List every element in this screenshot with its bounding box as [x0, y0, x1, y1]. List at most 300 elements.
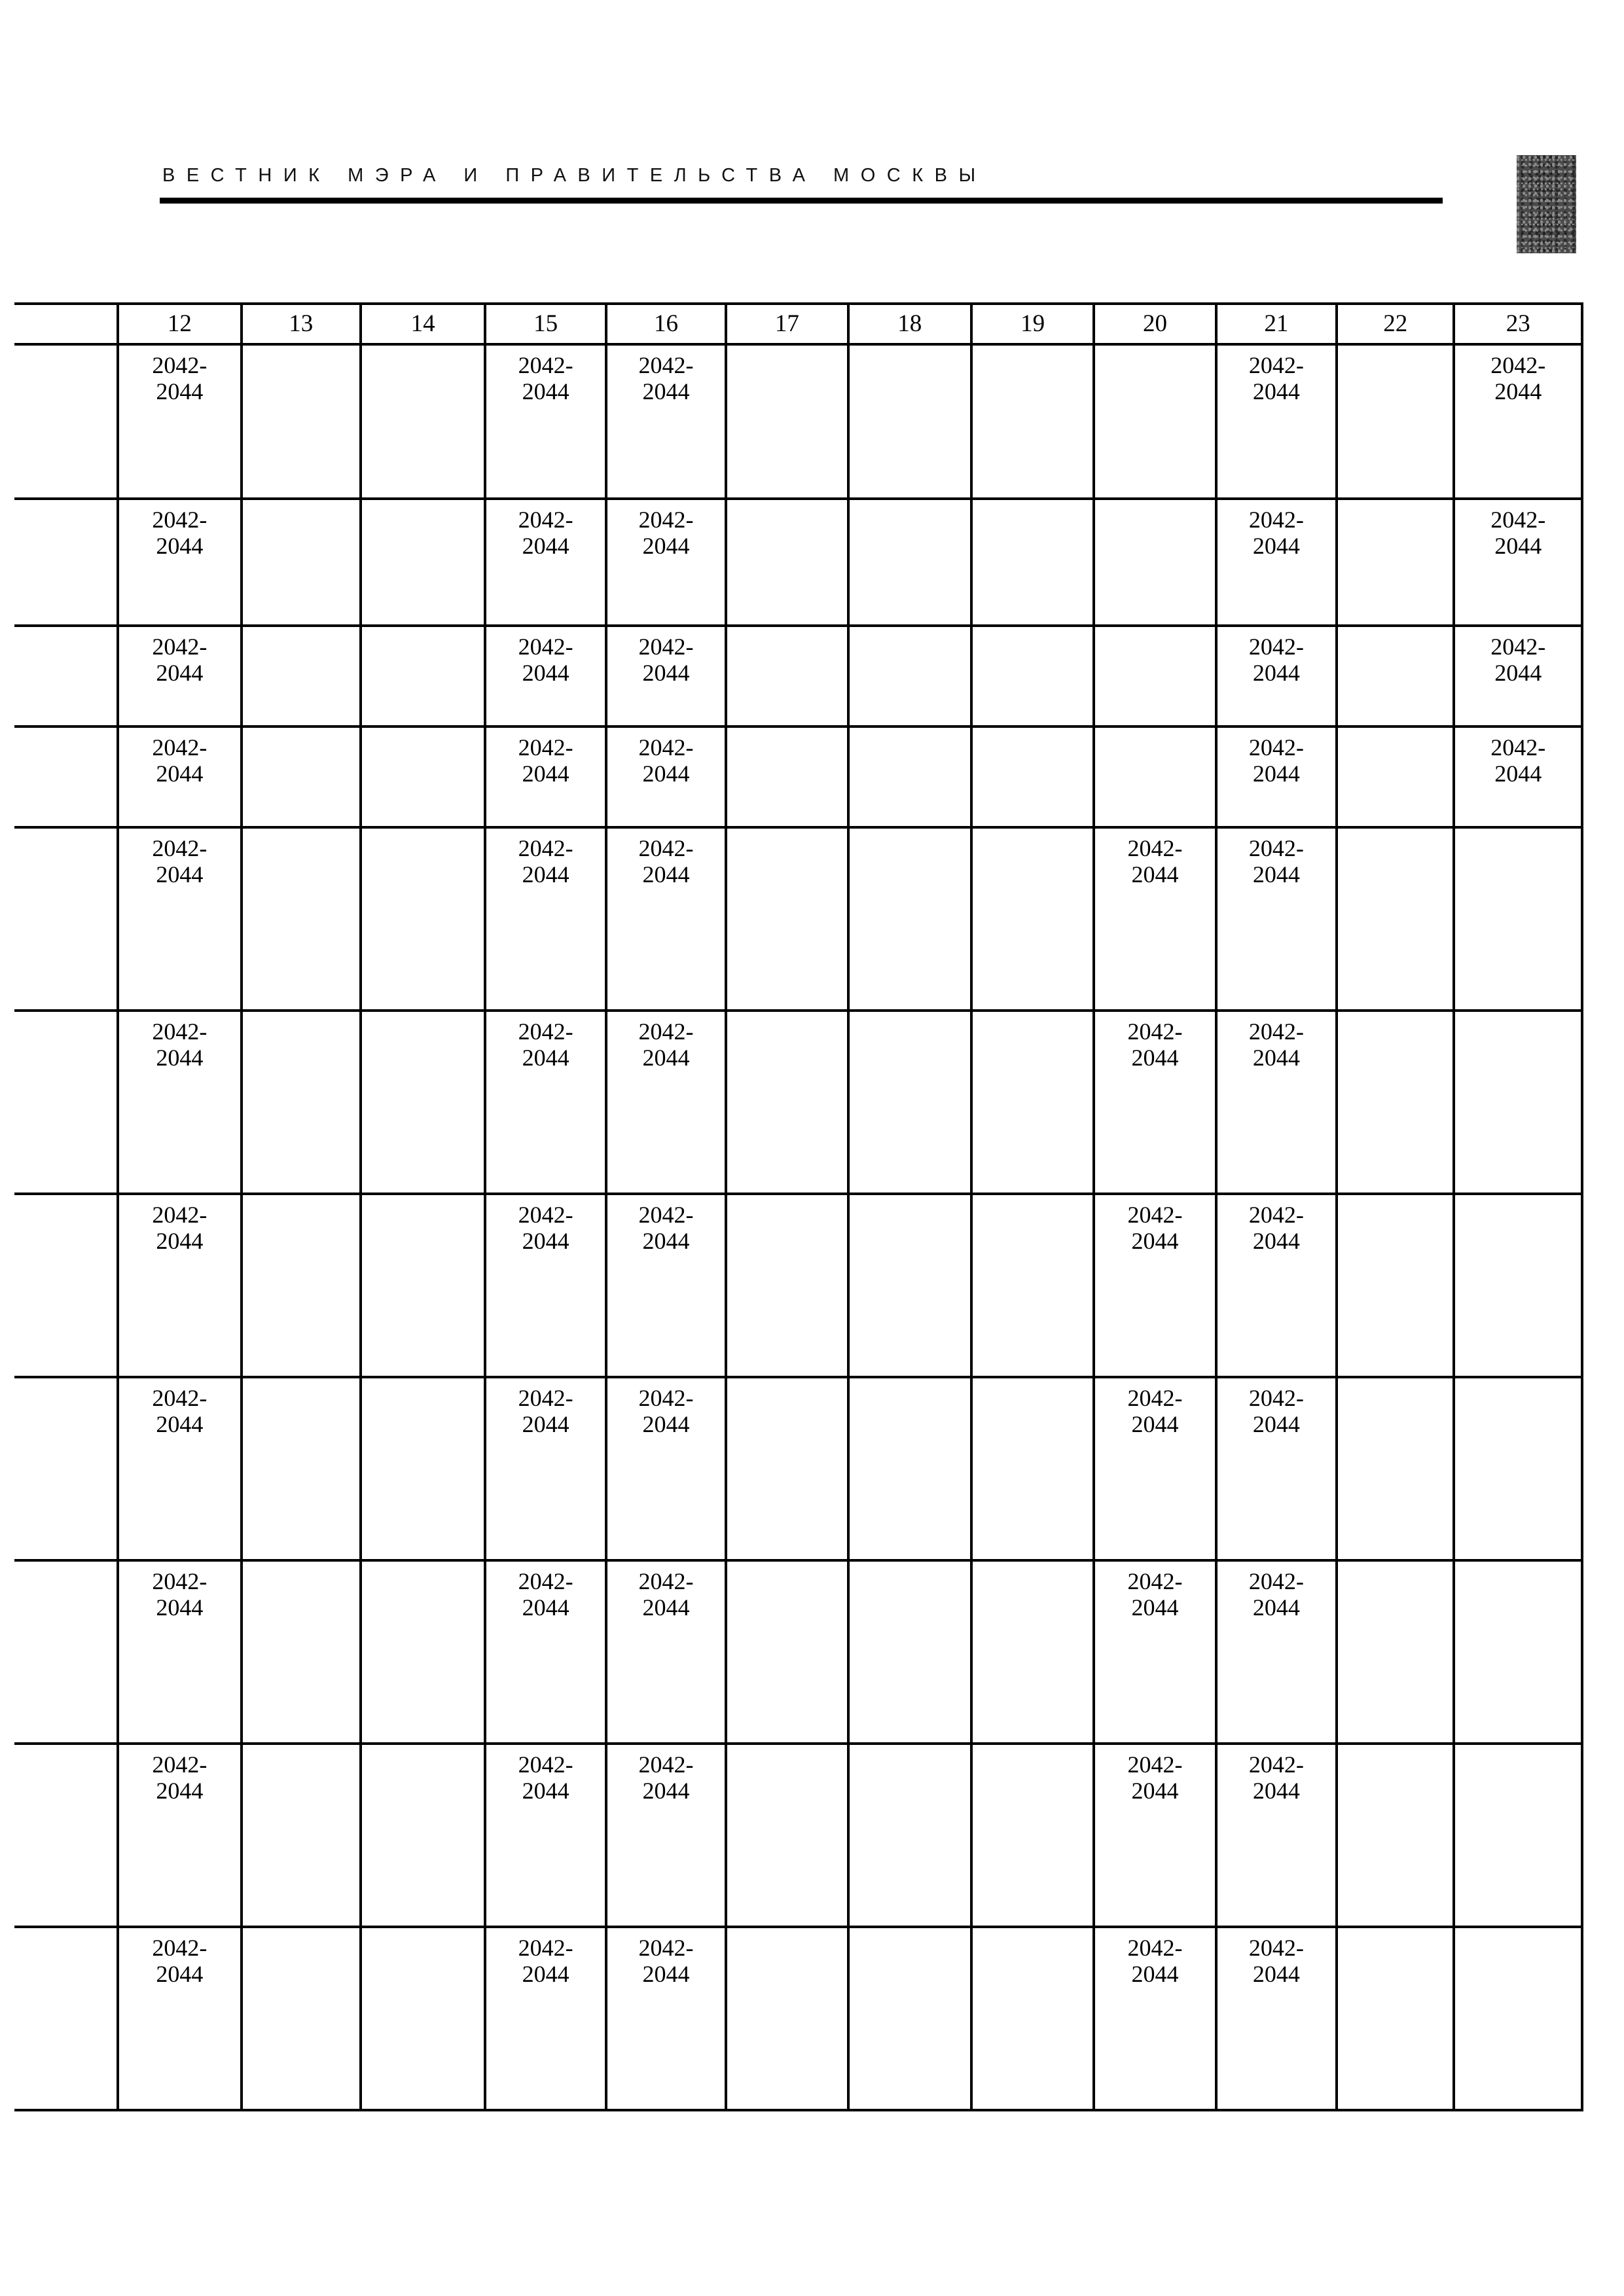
table-row: [14, 499, 1582, 626]
cell-value: 2042- 2044: [1127, 1568, 1183, 1621]
table-cell: [726, 827, 848, 1011]
cell-value: [14, 346, 117, 352]
cell-value: [727, 1378, 846, 1385]
table-cell: [1094, 1560, 1216, 1744]
table-cell: [848, 726, 971, 827]
data-table: [14, 302, 1583, 2111]
cell-value: 2042- 2044: [518, 1385, 573, 1437]
table-cell: [361, 1194, 485, 1377]
cell-value: [1455, 1378, 1581, 1385]
table-cell: [1216, 626, 1337, 726]
cell-value: [1338, 1928, 1453, 1935]
cell-value: [727, 829, 846, 835]
cell-value: [850, 346, 970, 352]
cell-value: 2042- 2044: [152, 507, 208, 559]
table-cell: [606, 1560, 726, 1744]
cell-value: [14, 1562, 117, 1568]
cell-value: [14, 1195, 117, 1202]
table-cell: [726, 1011, 848, 1194]
table-cell: [485, 1194, 605, 1377]
cell-value: [1338, 346, 1453, 352]
table-cell: [848, 499, 971, 626]
table-cell: [118, 1744, 241, 1927]
table-cell: [14, 1011, 118, 1194]
table-row: [14, 726, 1582, 827]
cell-value: 2042- 2044: [1490, 352, 1546, 404]
cell-value: [243, 829, 359, 835]
table-cell: [118, 1194, 241, 1377]
table-cell: [1337, 827, 1454, 1011]
cell-value: [1455, 1562, 1581, 1568]
cell-value: 2042- 2044: [1248, 352, 1304, 404]
cell-value: 2042- 2044: [152, 1018, 208, 1071]
cell-value: [362, 346, 484, 352]
table-cell: [361, 499, 485, 626]
table-cell: [726, 726, 848, 827]
cell-value: 2042- 2044: [638, 734, 694, 787]
table-cell: [242, 499, 361, 626]
table-cell: [1094, 726, 1216, 827]
cell-value: [1095, 728, 1214, 734]
table-cell: [14, 626, 118, 726]
table-cell: [971, 1744, 1094, 1927]
table-cell: [1454, 726, 1582, 827]
table-cell: [606, 726, 726, 827]
cell-value: [1338, 1195, 1453, 1202]
table-cell: [1337, 626, 1454, 726]
cell-value: 2042- 2044: [518, 835, 573, 888]
cell-value: 2042- 2044: [1490, 734, 1546, 787]
table-cell: [1454, 1560, 1582, 1744]
cell-value: 2042- 2044: [1248, 1202, 1304, 1254]
table-cell: [485, 344, 605, 499]
table-cell: [971, 1927, 1094, 2110]
table-cell: [1337, 1194, 1454, 1377]
table-cell: [118, 1011, 241, 1194]
cell-value: 2042- 2044: [518, 1935, 573, 1987]
table-cell: [848, 1194, 971, 1377]
cell-value: [243, 1195, 359, 1202]
column-header: 19: [971, 304, 1094, 344]
table-cell: [606, 1377, 726, 1560]
cell-value: [243, 627, 359, 634]
table-cell: [1094, 344, 1216, 499]
table-cell: [242, 726, 361, 827]
table-cell: [1454, 827, 1582, 1011]
table-cell: [1454, 1011, 1582, 1194]
table-cell: [14, 726, 118, 827]
table-cell: [848, 1927, 971, 2110]
table-cell: [361, 827, 485, 1011]
table-cell: [1216, 499, 1337, 626]
table-cell: [848, 1560, 971, 1744]
page-thumb-mark: [1517, 155, 1576, 253]
cell-value: 2042- 2044: [1248, 1018, 1304, 1071]
cell-value: [362, 829, 484, 835]
cell-value: 2042- 2044: [518, 1568, 573, 1621]
table-cell: [726, 626, 848, 726]
cell-value: [1455, 1195, 1581, 1202]
cell-value: [362, 728, 484, 734]
table-cell: [1094, 827, 1216, 1011]
cell-value: [727, 728, 846, 734]
cell-value: [362, 500, 484, 507]
table-cell: [485, 1744, 605, 1927]
table-cell: [1216, 1011, 1337, 1194]
table-cell: [848, 344, 971, 499]
table-cell: [606, 1927, 726, 2110]
table-cell: [726, 1744, 848, 1927]
table-row: [14, 827, 1582, 1011]
cell-value: [1455, 1012, 1581, 1018]
cell-value: [362, 1745, 484, 1751]
table-cell: [726, 1194, 848, 1377]
cell-value: [1095, 627, 1214, 634]
cell-value: 2042- 2044: [1490, 507, 1546, 559]
table-cell: [14, 499, 118, 626]
cell-value: 2042- 2044: [518, 1018, 573, 1071]
table-cell: [726, 499, 848, 626]
cell-value: [1338, 627, 1453, 634]
table-cell: [971, 1560, 1094, 1744]
cell-value: [14, 1012, 117, 1018]
table-cell: [606, 1194, 726, 1377]
table-cell: [1337, 1744, 1454, 1927]
table-cell: [1337, 1560, 1454, 1744]
cell-value: [1455, 1745, 1581, 1751]
cell-value: [973, 1745, 1092, 1751]
table-cell: [361, 626, 485, 726]
column-header: [14, 304, 118, 344]
cell-value: 2042- 2044: [1248, 634, 1304, 686]
cell-value: [243, 346, 359, 352]
cell-value: [973, 1928, 1092, 1935]
cell-value: 2042- 2044: [638, 835, 694, 888]
table-cell: [361, 1744, 485, 1927]
table-cell: [1216, 726, 1337, 827]
cell-value: 2042- 2044: [518, 734, 573, 787]
cell-value: 2042- 2044: [1248, 1385, 1304, 1437]
table-cell: [242, 1560, 361, 1744]
header-rule: [160, 198, 1443, 204]
cell-value: [973, 1378, 1092, 1385]
cell-value: [14, 1745, 117, 1751]
cell-value: [14, 500, 117, 507]
table-cell: [242, 1744, 361, 1927]
cell-value: [14, 1928, 117, 1935]
cell-value: [973, 1012, 1092, 1018]
cell-value: [362, 627, 484, 634]
column-header: 16: [606, 304, 726, 344]
cell-value: [973, 627, 1092, 634]
table-cell: [726, 1377, 848, 1560]
table-cell: [1337, 726, 1454, 827]
table-cell: [726, 344, 848, 499]
cell-value: [362, 1928, 484, 1935]
cell-value: [1338, 1745, 1453, 1751]
cell-value: 2042- 2044: [638, 1018, 694, 1071]
column-header: 14: [361, 304, 485, 344]
cell-value: [243, 1928, 359, 1935]
column-header: 20: [1094, 304, 1216, 344]
table-cell: [361, 1377, 485, 1560]
table-cell: [726, 1927, 848, 2110]
cell-value: [14, 1378, 117, 1385]
cell-value: 2042- 2044: [638, 634, 694, 686]
column-header: 18: [848, 304, 971, 344]
cell-value: [1338, 728, 1453, 734]
cell-value: 2042- 2044: [152, 634, 208, 686]
cell-value: 2042- 2044: [152, 734, 208, 787]
table-cell: [118, 726, 241, 827]
table-cell: [485, 1377, 605, 1560]
table-cell: [1454, 1927, 1582, 2110]
table-cell: [1454, 626, 1582, 726]
table-cell: [242, 344, 361, 499]
table-cell: [118, 1377, 241, 1560]
table-cell: [118, 827, 241, 1011]
column-header: 17: [726, 304, 848, 344]
cell-value: 2042- 2044: [1127, 1202, 1183, 1254]
cell-value: [1455, 1928, 1581, 1935]
cell-value: [1338, 1562, 1453, 1568]
table-row: [14, 1560, 1582, 1744]
table-cell: [971, 499, 1094, 626]
cell-value: 2042- 2044: [518, 1751, 573, 1804]
table-cell: [1094, 1927, 1216, 2110]
cell-value: [1338, 1012, 1453, 1018]
table-cell: [361, 1011, 485, 1194]
table-cell: [118, 626, 241, 726]
table-cell: [361, 1927, 485, 2110]
table-row: [14, 1377, 1582, 1560]
table-row: [14, 1927, 1582, 2110]
cell-value: 2042- 2044: [1490, 634, 1546, 686]
cell-value: [727, 1745, 846, 1751]
cell-value: [362, 1378, 484, 1385]
cell-value: 2042- 2044: [1127, 1018, 1183, 1071]
table-cell: [606, 1011, 726, 1194]
table-cell: [118, 1560, 241, 1744]
table-cell: [361, 726, 485, 827]
table-cell: [1337, 344, 1454, 499]
table-cell: [242, 626, 361, 726]
cell-value: 2042- 2044: [1127, 1751, 1183, 1804]
cell-value: [850, 627, 970, 634]
cell-value: [850, 500, 970, 507]
table-cell: [14, 1377, 118, 1560]
table-cell: [361, 344, 485, 499]
table-cell: [1216, 1194, 1337, 1377]
table-row: [14, 1194, 1582, 1377]
table-cell: [1337, 499, 1454, 626]
cell-value: 2042- 2044: [152, 1385, 208, 1437]
table-cell: [485, 1927, 605, 2110]
cell-value: [973, 346, 1092, 352]
cell-value: [727, 627, 846, 634]
table-cell: [848, 1744, 971, 1927]
table-row: [14, 344, 1582, 499]
cell-value: 2042- 2044: [152, 352, 208, 404]
table-cell: [118, 1927, 241, 2110]
cell-value: 2042- 2044: [638, 1935, 694, 1987]
table-cell: [606, 1744, 726, 1927]
table-cell: [242, 1377, 361, 1560]
cell-value: [243, 1378, 359, 1385]
cell-value: [1095, 500, 1214, 507]
running-head-title: ВЕСТНИК МЭРА И ПРАВИТЕЛЬСТВА МОСКВЫ: [162, 165, 987, 186]
table-cell: [848, 1377, 971, 1560]
cell-value: 2042- 2044: [518, 634, 573, 686]
cell-value: 2042- 2044: [638, 1751, 694, 1804]
table-cell: [1094, 1377, 1216, 1560]
cell-value: [850, 728, 970, 734]
table-cell: [848, 827, 971, 1011]
cell-value: 2042- 2044: [638, 507, 694, 559]
cell-value: [1338, 1378, 1453, 1385]
table-cell: [485, 726, 605, 827]
table-cell: [1337, 1927, 1454, 2110]
cell-value: 2042- 2044: [152, 1202, 208, 1254]
cell-value: [1455, 829, 1581, 835]
table-cell: [1216, 1377, 1337, 1560]
table-cell: [14, 344, 118, 499]
cell-value: 2042- 2044: [1248, 1751, 1304, 1804]
table-cell: [1454, 1744, 1582, 1927]
table-header-row: [14, 304, 1582, 344]
table-cell: [1216, 1927, 1337, 2110]
cell-value: [727, 500, 846, 507]
table-cell: [606, 344, 726, 499]
table-cell: [1094, 1011, 1216, 1194]
cell-value: 2042- 2044: [152, 835, 208, 888]
cell-value: [14, 829, 117, 835]
cell-value: [362, 1012, 484, 1018]
table-row: [14, 1011, 1582, 1194]
table-cell: [971, 1194, 1094, 1377]
column-header: 15: [485, 304, 605, 344]
cell-value: 2042- 2044: [638, 1202, 694, 1254]
cell-value: [727, 1195, 846, 1202]
table-cell: [971, 626, 1094, 726]
cell-value: [973, 1195, 1092, 1202]
cell-value: 2042- 2044: [518, 507, 573, 559]
cell-value: 2042- 2044: [1248, 1568, 1304, 1621]
table-cell: [1216, 1744, 1337, 1927]
cell-value: 2042- 2044: [152, 1751, 208, 1804]
cell-value: [973, 500, 1092, 507]
cell-value: [973, 728, 1092, 734]
cell-value: [1338, 829, 1453, 835]
cell-value: 2042- 2044: [1248, 734, 1304, 787]
cell-value: [727, 1562, 846, 1568]
table-cell: [485, 626, 605, 726]
cell-value: 2042- 2044: [1248, 507, 1304, 559]
table-cell: [485, 827, 605, 1011]
cell-value: 2042- 2044: [638, 1568, 694, 1621]
cell-value: 2042- 2044: [1127, 1935, 1183, 1987]
cell-value: [243, 1012, 359, 1018]
cell-value: [243, 1562, 359, 1568]
table-cell: [1454, 1194, 1582, 1377]
table-cell: [14, 1744, 118, 1927]
cell-value: 2042- 2044: [638, 1385, 694, 1437]
cell-value: [362, 1195, 484, 1202]
table-cell: [14, 1560, 118, 1744]
table-cell: [971, 344, 1094, 499]
cell-value: [727, 1012, 846, 1018]
cell-value: [1095, 346, 1214, 352]
table-cell: [1454, 344, 1582, 499]
cell-value: 2042- 2044: [152, 1568, 208, 1621]
table-cell: [971, 1377, 1094, 1560]
table-cell: [1337, 1377, 1454, 1560]
table-row: [14, 626, 1582, 726]
table-cell: [848, 626, 971, 726]
cell-value: 2042- 2044: [1127, 835, 1183, 888]
table-cell: [14, 1194, 118, 1377]
table-cell: [485, 499, 605, 626]
cell-value: [973, 829, 1092, 835]
table-cell: [606, 626, 726, 726]
table-cell: [242, 827, 361, 1011]
table-cell: [118, 344, 241, 499]
table-cell: [606, 499, 726, 626]
cell-value: [850, 1928, 970, 1935]
cell-value: [14, 728, 117, 734]
table-cell: [1094, 1744, 1216, 1927]
table-cell: [1337, 1011, 1454, 1194]
table-cell: [726, 1560, 848, 1744]
table-cell: [361, 1560, 485, 1744]
table-cell: [1216, 827, 1337, 1011]
cell-value: [727, 346, 846, 352]
column-header: 21: [1216, 304, 1337, 344]
table-cell: [1216, 1560, 1337, 1744]
table-cell: [242, 1927, 361, 2110]
cell-value: [727, 1928, 846, 1935]
cell-value: [243, 728, 359, 734]
cell-value: [850, 1562, 970, 1568]
column-header: 23: [1454, 304, 1582, 344]
cell-value: [973, 1562, 1092, 1568]
cell-value: [14, 627, 117, 634]
table-cell: [1094, 499, 1216, 626]
table-cell: [971, 1011, 1094, 1194]
cell-value: 2042- 2044: [1248, 1935, 1304, 1987]
table-cell: [971, 827, 1094, 1011]
cell-value: 2042- 2044: [1127, 1385, 1183, 1437]
column-header: 12: [118, 304, 241, 344]
table-cell: [1216, 344, 1337, 499]
cell-value: [362, 1562, 484, 1568]
cell-value: [850, 1378, 970, 1385]
table-cell: [485, 1011, 605, 1194]
table-cell: [485, 1560, 605, 1744]
column-header: 13: [242, 304, 361, 344]
table-cell: [242, 1194, 361, 1377]
table-cell: [606, 827, 726, 1011]
cell-value: 2042- 2044: [518, 352, 573, 404]
cell-value: [850, 1195, 970, 1202]
cell-value: [1338, 500, 1453, 507]
column-header: 22: [1337, 304, 1454, 344]
cell-value: 2042- 2044: [638, 352, 694, 404]
table-cell: [971, 726, 1094, 827]
cell-value: 2042- 2044: [152, 1935, 208, 1987]
table-cell: [1454, 1377, 1582, 1560]
table-row: [14, 1744, 1582, 1927]
